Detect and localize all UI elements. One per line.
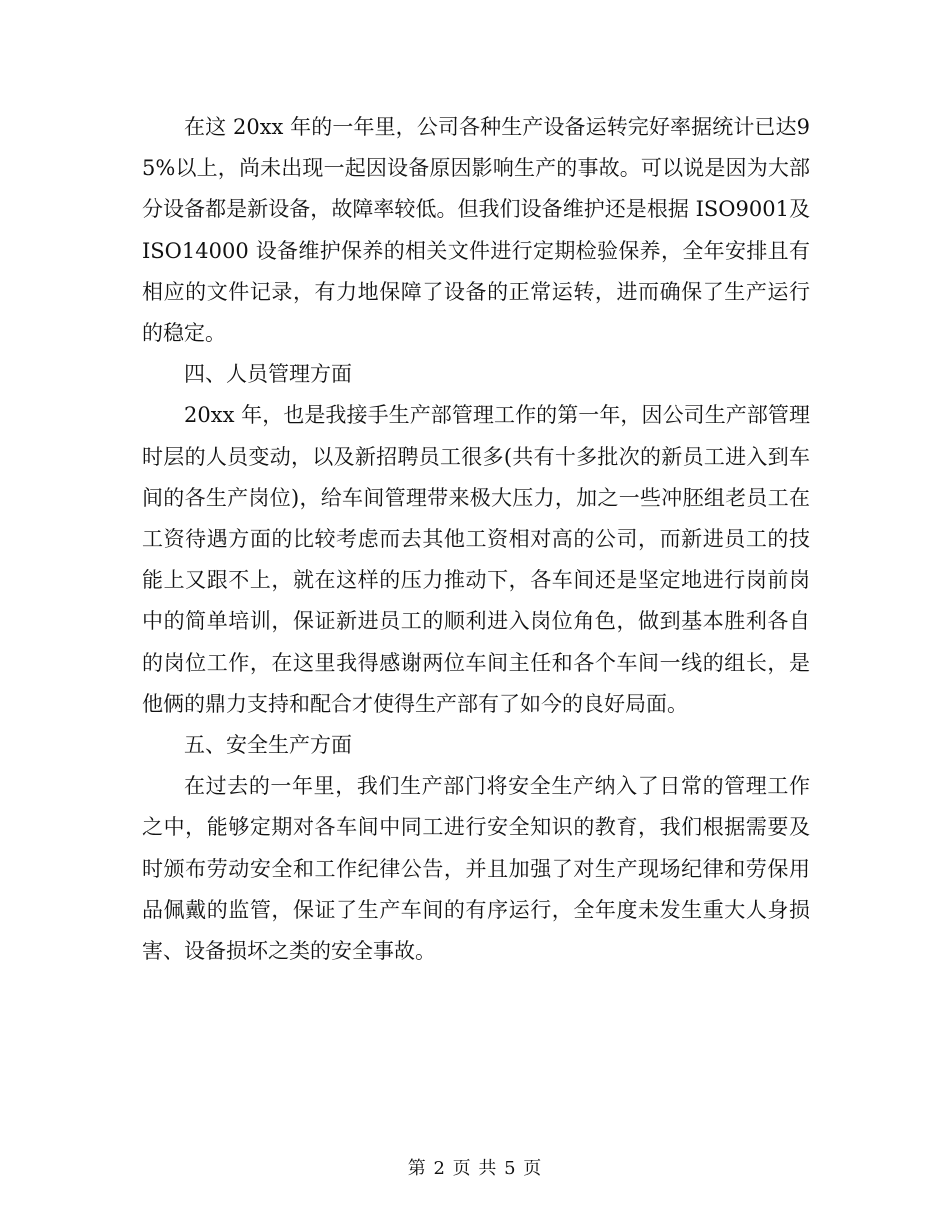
paragraph-safety: 在过去的一年里，我们生产部门将安全生产纳入了日常的管理工作之中，能够定期对各车间中同工进行安全知识的教育，我们根据需要及时颁布劳动安全和工作纪律公告，并且加强了对生产现场纪律和劳保用品佩戴的监管，保证了生产车间的有序运行，全年度未发生重大人身损害、设备损坏之类的安全事故。 <box>142 774 810 964</box>
paragraph-personnel: 20xx 年，也是我接手生产部管理工作的第一年，因公司生产部管理时层的人员变动，以及新招聘员工很多(共有十多批次的新员工进入到车间的各生产岗位)，给车间管理带来极大压力，加之一些冲胚组老员工在工资待遇方面的比较考虑而去其他工资相对高的公司，而新进员工的技能上又跟不上，就在这样的压力推动下，各车间还是坚定地进行岗前岗中的简单培训，保证新进员工的顺利进入岗位角色，做到基本胜利各自的岗位工作，在这里我得感谢两位车间主任和各个车间一线的组长，是他俩的鼎力支持和配合才使得生产部有了如今的良好局面。 <box>142 403 810 716</box>
section-heading-safety: 五、安全生产方面 <box>184 733 352 758</box>
paragraph-equipment: 在这 20xx 年的一年里，公司各种生产设备运转完好率据统计已达95%以上，尚未出现一起因设备原因影响生产的事故。可以说是因为大部分设备都是新设备，故障率较低。但我们设备维护还是根据 ISO9001及 ISO14000 设备维护保养的相关文件进行定期检验保养，全年安排且有相应的文件记录，有力地保障了设备的正常运转，进而确保了生产运行的稳定。 <box>142 115 810 346</box>
document-body <box>142 107 810 972</box>
page-number-footer: 第 2 页 共 5 页 <box>407 1158 543 1179</box>
section-heading-personnel: 四、人员管理方面 <box>184 362 352 387</box>
